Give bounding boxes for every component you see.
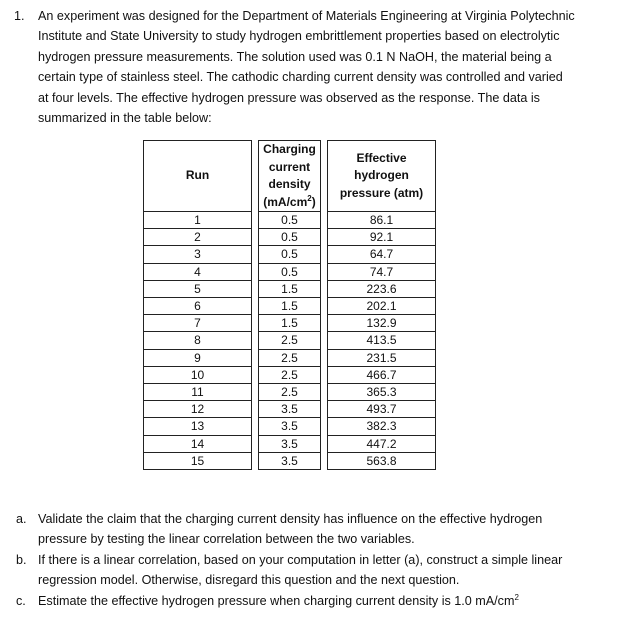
gap-cell [321,349,328,366]
hydrogen-pressure-cell: 223.6 [328,280,436,297]
data-table [143,140,436,470]
run-cell: 3 [144,246,252,263]
current-density-cell: 1.5 [259,298,321,315]
problem-number: 1. [14,9,25,23]
gap-cell [321,315,328,332]
current-density-cell: 3.5 [259,401,321,418]
table-body [144,212,436,470]
table-row [144,315,436,332]
run-cell: 9 [144,349,252,366]
table-row [144,349,436,366]
current-density-cell: 3.5 [259,435,321,452]
table-row [144,246,436,263]
gap-cell [321,280,328,297]
gap-cell [321,332,328,349]
question-letter: a. [16,512,27,526]
question-line: regression model. Otherwise, disregard this question and the next question. [38,573,460,588]
gap-cell [321,384,328,401]
current-density-cell: 2.5 [259,384,321,401]
problem-line: summarized in the table below: [38,111,212,126]
question-letter: b. [16,552,27,567]
hydrogen-pressure-cell: 466.7 [328,366,436,383]
gap-cell [252,452,259,469]
table-row [144,263,436,280]
table-header [144,141,436,212]
gap-cell [321,212,328,229]
run-cell: 10 [144,366,252,383]
hydrogen-pressure-cell: 563.8 [328,452,436,469]
run-cell: 15 [144,452,252,469]
gap-cell [321,418,328,435]
table-row [144,212,436,229]
question-line: If there is a linear correlation, based on your computation in letter (a), construct a simple linear [38,552,563,567]
gap-cell [252,435,259,452]
table-row [144,366,436,383]
gap-cell [252,298,259,315]
gap-cell [252,229,259,246]
table-row [144,332,436,349]
hydrogen-pressure-cell: 413.5 [328,332,436,349]
current-density-cell: 0.5 [259,229,321,246]
hydrogen-pressure-cell: 86.1 [328,212,436,229]
table-row [144,280,436,297]
run-cell: 6 [144,298,252,315]
gap-cell [321,229,328,246]
run-cell: 2 [144,229,252,246]
table-row [144,435,436,452]
run-cell: 13 [144,418,252,435]
header-hydrogen-pressure: Effective hydrogen pressure (atm) [328,141,436,212]
hydrogen-pressure-cell: 92.1 [328,229,436,246]
gap-cell [252,212,259,229]
current-density-cell: 1.5 [259,315,321,332]
gap-cell [321,298,328,315]
current-density-cell: 3.5 [259,418,321,435]
hydrogen-pressure-cell: 447.2 [328,435,436,452]
question-b [14,550,624,591]
question-a [14,509,624,550]
table-row [144,298,436,315]
current-density-cell: 1.5 [259,280,321,297]
current-density-cell: 0.5 [259,246,321,263]
hydrogen-pressure-cell: 382.3 [328,418,436,435]
gap-cell [252,384,259,401]
hydrogen-pressure-cell: 493.7 [328,401,436,418]
gap-cell [321,401,328,418]
gap-cell [252,401,259,418]
run-cell: 4 [144,263,252,280]
run-cell: 11 [144,384,252,401]
hydrogen-pressure-cell: 365.3 [328,384,436,401]
gap-cell [252,280,259,297]
table-row [144,452,436,469]
question-c [14,591,624,611]
hydrogen-pressure-cell: 74.7 [328,263,436,280]
gap-cell [321,452,328,469]
run-cell: 1 [144,212,252,229]
gap-cell [321,366,328,383]
run-cell: 7 [144,315,252,332]
current-density-cell: 2.5 [259,366,321,383]
run-cell: 14 [144,435,252,452]
hydrogen-pressure-cell: 64.7 [328,246,436,263]
current-density-cell: 0.5 [259,263,321,280]
header-current-density: Charging current density $(mA/cm^2)$ [259,141,321,212]
header-gap [252,141,259,212]
table-row [144,384,436,401]
current-density-cell: 3.5 [259,452,321,469]
table-row [144,229,436,246]
current-density-cell: 2.5 [259,332,321,349]
gap-cell [321,246,328,263]
header-run: Run [144,141,252,212]
question-line: pressure by testing the linear correlation between the two variables. [38,532,415,547]
current-density-cell: 0.5 [259,212,321,229]
hydrogen-pressure-cell: 132.9 [328,315,436,332]
hydrogen-pressure-cell: 202.1 [328,298,436,315]
problem-line: An experiment was designed for the Department of Materials Engineering at Virginia Polytechnic [38,9,575,23]
gap-cell [321,435,328,452]
gap-cell [252,332,259,349]
run-cell: 12 [144,401,252,418]
run-cell: 8 [144,332,252,349]
header-gap [321,141,328,212]
gap-cell [321,263,328,280]
question-line: Estimate the effective hydrogen pressure when charging current density is 1.0 $mA/cm^2$ [38,592,519,608]
run-cell: 5 [144,280,252,297]
question-letter: c. [16,593,26,608]
gap-cell [252,418,259,435]
problem-line: Institute and State University to study hydrogen embrittlement properties based on electrolytic [38,29,560,44]
gap-cell [252,246,259,263]
problem-text [38,6,624,128]
gap-cell [252,315,259,332]
current-density-cell: 2.5 [259,349,321,366]
table-row [144,401,436,418]
gap-cell [252,349,259,366]
gap-cell [252,366,259,383]
hydrogen-pressure-cell: 231.5 [328,349,436,366]
problem-line: hydrogen pressure measurements. The solution used was 0.1 N NaOH, the material being a [38,49,552,64]
questions [14,509,624,611]
problem-statement [14,6,624,128]
gap-cell [252,263,259,280]
table-row [144,418,436,435]
problem-line: at four levels. The effective hydrogen pressure was observed as the response. The data is [38,90,540,105]
question-line: Validate the claim that the charging current density has influence on the effective hydrogen [38,512,543,526]
problem-line: certain type of stainless steel. The cathodic charding current density was controlled and varied [38,70,563,85]
